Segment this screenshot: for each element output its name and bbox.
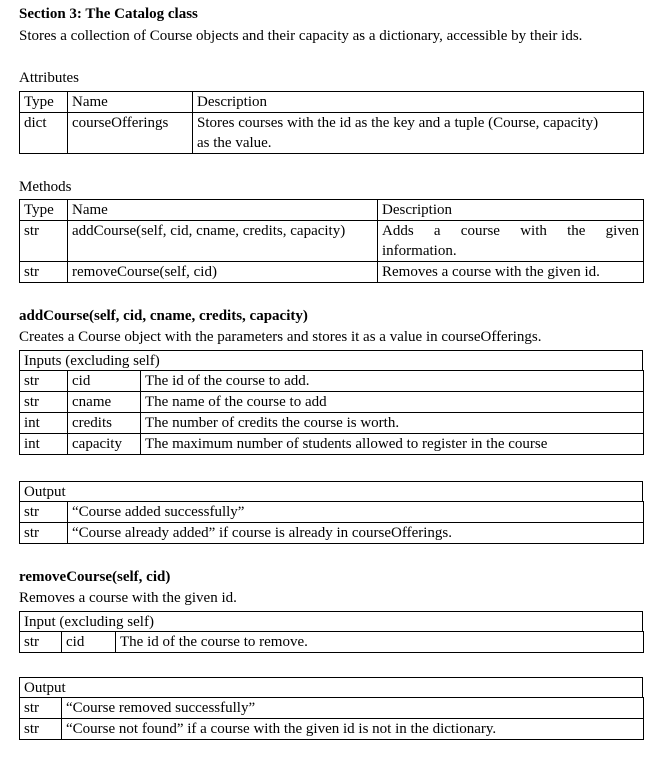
input-type: int <box>20 434 68 455</box>
section-title: Section 3: The Catalog class <box>19 6 198 22</box>
input-name: cid <box>62 632 116 653</box>
method-description-line1: Adds a course with the given <box>382 223 639 239</box>
input-type: str <box>20 371 68 392</box>
methods-label: Methods <box>19 179 72 195</box>
addcourse-output-label: Output <box>19 481 643 502</box>
output-description: “Course removed successfully” <box>62 698 644 719</box>
attributes-table <box>19 91 644 154</box>
input-description: The id of the course to remove. <box>116 632 644 653</box>
table-row <box>20 698 644 719</box>
attribute-name: courseOfferings <box>68 113 193 154</box>
attribute-description-line1: Stores courses with the id as the key and a tuple (Course, capacity) <box>197 115 599 131</box>
removecourse-inputs-table <box>19 631 644 653</box>
attribute-description-line2: as the value. <box>197 135 272 151</box>
input-type: str <box>20 392 68 413</box>
method-name: removeCourse(self, cid) <box>68 262 378 283</box>
output-description: “Course not found” if a course with the given id is not in the dictionary. <box>62 719 644 740</box>
output-type: str <box>20 523 68 544</box>
input-description: The maximum number of students allowed to register in the course <box>141 434 644 455</box>
removecourse-description: Removes a course with the given id. <box>19 590 237 606</box>
table-row <box>20 632 644 653</box>
methods-header-type: Type <box>20 200 68 221</box>
table-row <box>20 502 644 523</box>
removecourse-inputs-label: Input (excluding self) <box>19 611 643 632</box>
attributes-label: Attributes <box>19 70 79 86</box>
table-row <box>20 392 644 413</box>
attribute-type: dict <box>20 113 68 154</box>
input-description: The name of the course to add <box>141 392 644 413</box>
output-description: “Course added successfully” <box>68 502 644 523</box>
method-name: addCourse(self, cid, cname, credits, capacity) <box>68 221 378 262</box>
input-description: The number of credits the course is worth. <box>141 413 644 434</box>
table-row <box>20 221 644 262</box>
methods-header-description: Description <box>378 200 644 221</box>
addcourse-output-table <box>19 501 644 544</box>
input-name: cid <box>68 371 141 392</box>
method-type: str <box>20 221 68 262</box>
attributes-header-type: Type <box>20 92 68 113</box>
addcourse-inputs-table <box>19 370 644 455</box>
addcourse-description: Creates a Course object with the parameters and stores it as a value in courseOfferings. <box>19 329 542 345</box>
methods-header-name: Name <box>68 200 378 221</box>
table-row <box>20 719 644 740</box>
method-description-line2: information. <box>382 243 457 259</box>
attribute-description <box>193 113 644 154</box>
table-row <box>20 523 644 544</box>
output-type: str <box>20 502 68 523</box>
removecourse-output-table <box>19 697 644 740</box>
methods-header-row <box>20 200 644 221</box>
input-name: credits <box>68 413 141 434</box>
removecourse-output-label: Output <box>19 677 643 698</box>
table-row <box>20 434 644 455</box>
method-description: Removes a course with the given id. <box>378 262 644 283</box>
table-row <box>20 113 644 154</box>
table-row <box>20 262 644 283</box>
output-description: “Course already added” if course is already in courseOfferings. <box>68 523 644 544</box>
removecourse-title: removeCourse(self, cid) <box>19 569 171 585</box>
table-row <box>20 371 644 392</box>
method-description <box>378 221 644 262</box>
attributes-header-description: Description <box>193 92 644 113</box>
input-name: cname <box>68 392 141 413</box>
output-type: str <box>20 698 62 719</box>
method-type: str <box>20 262 68 283</box>
output-type: str <box>20 719 62 740</box>
section-description: Stores a collection of Course objects and their capacity as a dictionary, accessible by their ids. <box>19 28 583 44</box>
attributes-header-row <box>20 92 644 113</box>
input-name: capacity <box>68 434 141 455</box>
input-type: int <box>20 413 68 434</box>
table-row <box>20 413 644 434</box>
input-description: The id of the course to add. <box>141 371 644 392</box>
methods-table <box>19 199 644 283</box>
input-type: str <box>20 632 62 653</box>
addcourse-inputs-label: Inputs (excluding self) <box>19 350 643 371</box>
addcourse-title: addCourse(self, cid, cname, credits, capacity) <box>19 308 308 324</box>
attributes-header-name: Name <box>68 92 193 113</box>
